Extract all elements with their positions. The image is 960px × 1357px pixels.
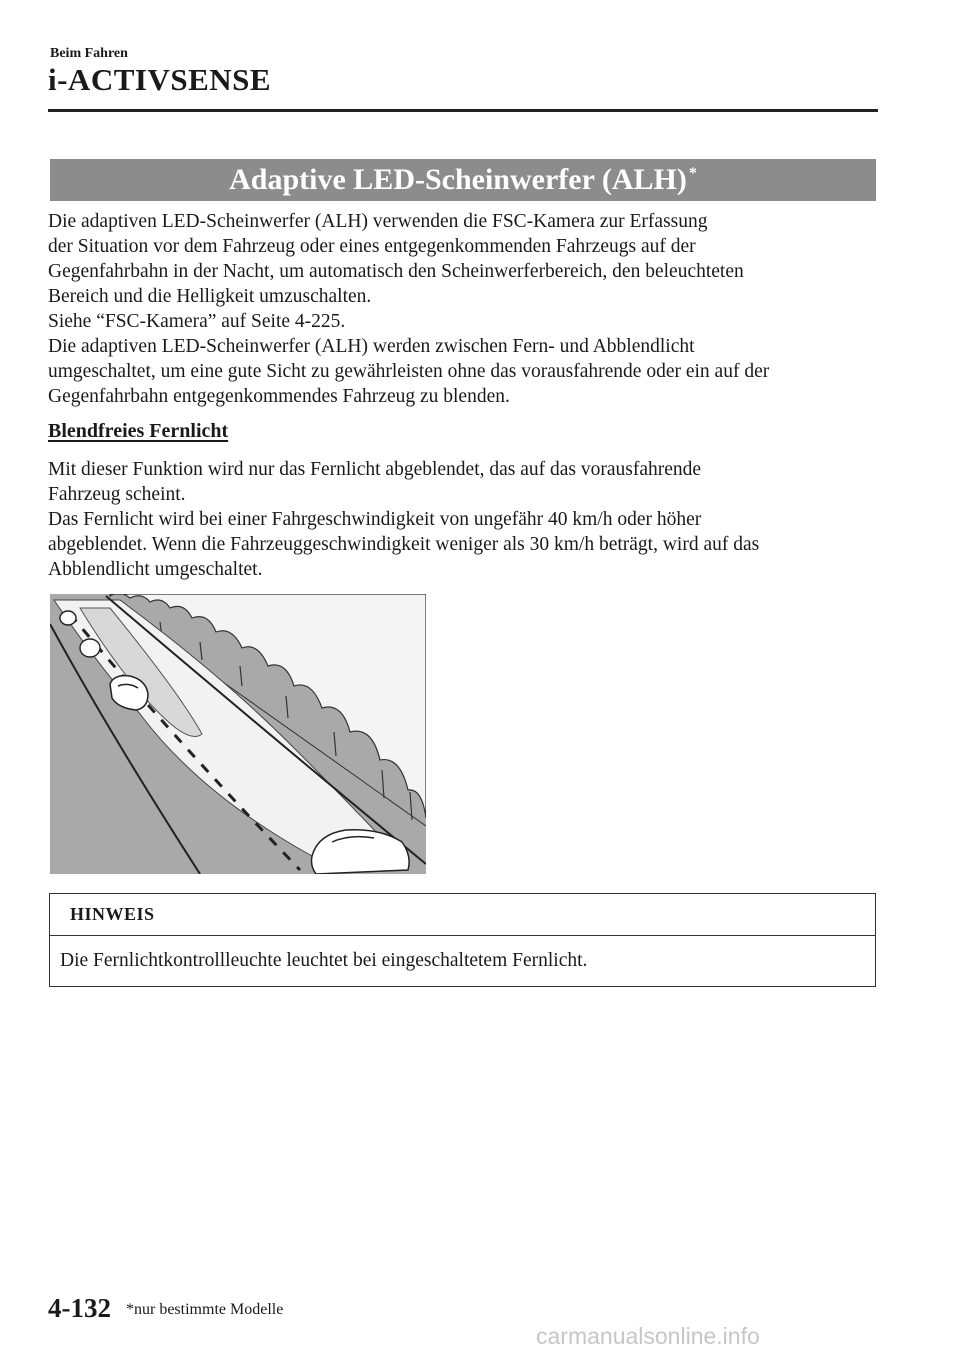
section-title-marker: * xyxy=(688,165,697,182)
chapter-title: i-ACTIVSENSE xyxy=(48,62,272,97)
intro-line: umgeschaltet, um eine gute Sicht zu gewährleisten ohne das vorausfahrende oder ein auf der xyxy=(48,361,770,382)
section-title: Adaptive LED-Scheinwerfer (ALH) xyxy=(229,163,687,196)
intro-line: der Situation vor dem Fahrzeug oder eines entgegenkommenden Fahrzeugs auf der xyxy=(48,236,696,257)
section-title-bar xyxy=(50,159,876,201)
body-line: Mit dieser Funktion wird nur das Fernlicht abgeblendet, das auf das vorausfahrende xyxy=(48,459,702,480)
intro-line: Gegenfahrbahn entgegenkommendes Fahrzeug zu blenden. xyxy=(48,386,510,407)
intro-line: Die adaptiven LED-Scheinwerfer (ALH) verwenden die FSC-Kamera zur Erfassung xyxy=(48,211,708,232)
body-line: Das Fernlicht wird bei einer Fahrgeschwindigkeit von ungefähr 40 km/h oder höher xyxy=(48,509,702,530)
own-car xyxy=(312,830,410,874)
body-line: Abblendlicht umgeschaltet. xyxy=(48,559,263,580)
section-label: Beim Fahren xyxy=(50,46,128,61)
watermark[interactable]: carmanualsonline.info xyxy=(536,1323,760,1349)
note-title: HINWEIS xyxy=(70,904,155,924)
intro-line: Die adaptiven LED-Scheinwerfer (ALH) werden zwischen Fern- und Abblendlicht xyxy=(48,336,695,357)
note-header xyxy=(50,894,875,936)
subheading: Blendfreies Fernlicht xyxy=(48,420,229,442)
intro-line: Gegenfahrbahn in der Nacht, um automatisch den Scheinwerferbereich, den beleuchteten xyxy=(48,261,744,282)
body-paragraph xyxy=(48,457,888,582)
body-line: Fahrzeug scheint. xyxy=(48,484,186,505)
body-line: abgeblendet. Wenn die Fahrzeuggeschwindigkeit weniger als 30 km/h beträgt, wird auf das xyxy=(48,534,760,555)
road-scene-graphic xyxy=(50,594,426,874)
page-number: 4-132 xyxy=(48,1293,111,1323)
intro-paragraph xyxy=(48,209,888,409)
intro-line: Siehe “FSC-Kamera” auf Seite 4-225. xyxy=(48,311,346,332)
footnote: *nur bestimmte Modelle xyxy=(126,1301,284,1318)
headlight-illustration xyxy=(50,594,426,874)
note-box xyxy=(49,893,876,987)
header-rule xyxy=(48,109,878,112)
note-text: Die Fernlichtkontrollleuchte leuchtet bei eingeschaltetem Fernlicht. xyxy=(60,950,588,971)
intro-line: Bereich und die Helligkeit umzuschalten. xyxy=(48,286,372,307)
